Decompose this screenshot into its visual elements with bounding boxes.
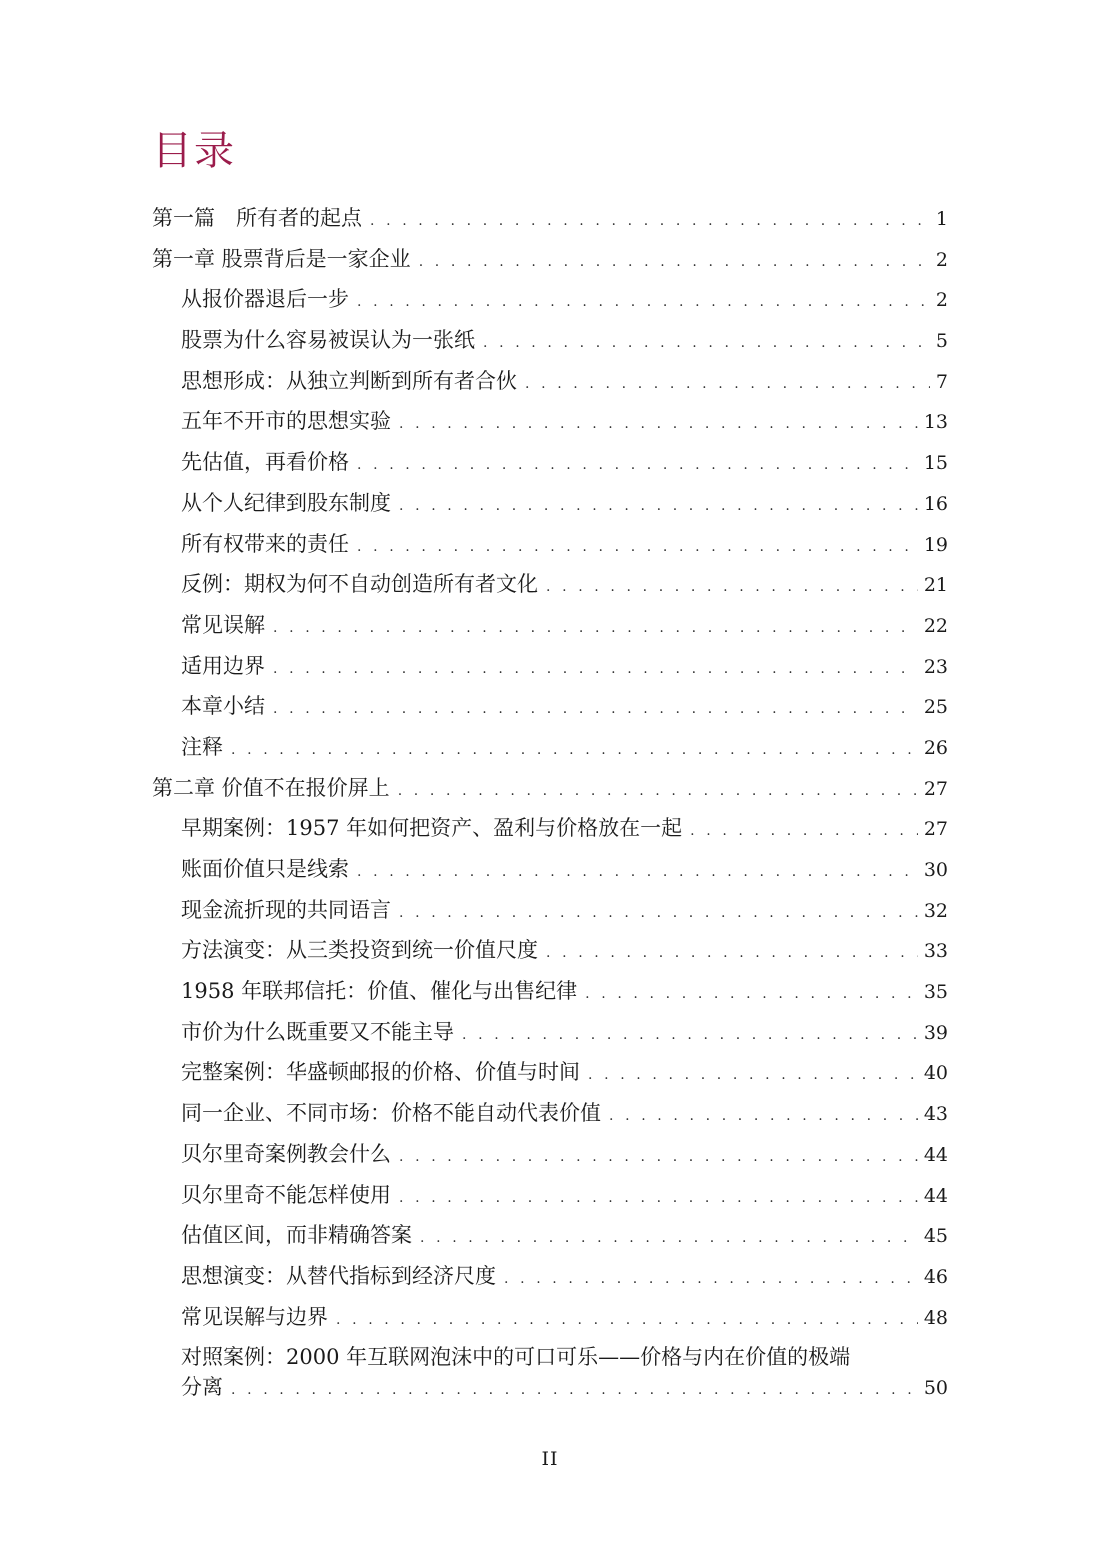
toc-entry-label: 1958 年联邦信托：价值、催化与出售纪律 (181, 979, 578, 1004)
toc-entry-label: 账面价值只是线索 (181, 857, 349, 881)
toc-entry-page: 39 (923, 1021, 948, 1044)
dot-leader (462, 1015, 918, 1056)
dot-leader (398, 771, 918, 812)
toc-entry-label: 常见误解与边界 (181, 1304, 328, 1329)
dot-leader (585, 974, 918, 1015)
toc-entry-page: 7 (935, 370, 948, 393)
dot-leader (273, 689, 918, 730)
toc-entry-page: 19 (923, 533, 948, 556)
toc-entry-label: 完整案例：华盛顿邮报的价格、价值与时间 (181, 1060, 580, 1085)
toc-entry-page: 26 (923, 736, 948, 759)
toc-entry-label: 五年不开市的思想实验 (181, 409, 391, 434)
toc-entry-section[interactable] (152, 727, 948, 768)
toc-entry-page: 32 (923, 899, 948, 922)
toc-entry-page: 48 (923, 1306, 948, 1329)
toc-entry-section[interactable] (152, 1175, 948, 1216)
toc-entry-label: 所有权带来的责任 (181, 531, 349, 556)
toc-entry-section[interactable] (152, 686, 948, 727)
toc-entry-section[interactable] (152, 930, 948, 971)
toc-entry-section[interactable] (152, 1012, 948, 1053)
page-number: II (541, 1448, 559, 1470)
toc-entry-page: 50 (923, 1377, 948, 1400)
toc-entry-page: 45 (923, 1225, 948, 1248)
toc-entry-label-line2: 分离 (181, 1375, 223, 1400)
toc-entry-section[interactable] (152, 401, 948, 442)
toc-entry-section[interactable] (152, 646, 948, 687)
toc-entry-page: 44 (923, 1184, 948, 1207)
dot-leader (231, 730, 918, 771)
toc-entry-page: 27 (923, 777, 948, 800)
dot-leader (399, 893, 918, 934)
dot-leader (609, 1096, 918, 1137)
dot-leader (399, 486, 918, 527)
dot-leader (357, 445, 918, 486)
toc-entry-section[interactable] (152, 1134, 948, 1175)
toc-entry-section[interactable] (152, 1297, 948, 1338)
toc-entry-section[interactable] (152, 361, 948, 402)
toc-entry-label: 同一企业、不同市场：价格不能自动代表价值 (181, 1101, 601, 1126)
toc-entry-page: 40 (923, 1062, 948, 1085)
toc-entry-section[interactable] (152, 1052, 948, 1093)
dot-leader (420, 1218, 918, 1259)
dot-leader (504, 1259, 918, 1300)
toc-entry-page: 46 (923, 1265, 948, 1288)
toc-entry-label: 贝尔里奇案例教会什么 (181, 1141, 391, 1166)
dot-leader (357, 282, 930, 323)
toc-entry-section[interactable] (152, 808, 948, 849)
dot-leader (336, 1300, 918, 1341)
toc-entry-section[interactable] (152, 1215, 948, 1256)
toc-entry-label: 早期案例：1957 年如何把资产、盈利与价格放在一起 (181, 816, 683, 841)
toc-entry-page: 1 (935, 208, 948, 230)
toc-entry-label: 第二章 价值不在报价屏上 (152, 775, 390, 800)
toc-entry-label: 股票为什么容易被误认为一张纸 (181, 328, 475, 353)
toc-entry-chapter-1[interactable] (152, 239, 948, 280)
toc-entry-page: 22 (923, 614, 948, 637)
toc-entry-label: 市价为什么既重要又不能主导 (181, 1019, 454, 1044)
toc-entry-label: 思想形成：从独立判断到所有者合伙 (181, 368, 517, 393)
toc-entry-section[interactable] (152, 1093, 948, 1134)
toc-entry-section[interactable] (152, 849, 948, 890)
toc-title: 目录 (152, 128, 236, 174)
toc-entry-page: 16 (923, 492, 948, 515)
toc-entry-label: 常见误解 (181, 612, 265, 637)
dot-leader (399, 404, 918, 445)
dot-leader (483, 323, 930, 364)
toc-entry-page: 25 (923, 696, 948, 719)
dot-leader (273, 649, 918, 690)
toc-entry-page: 35 (923, 981, 948, 1004)
toc-entry-page: 21 (923, 574, 948, 597)
toc-entry-page: 23 (923, 655, 948, 678)
toc-entry-page: 2 (935, 248, 948, 271)
toc-entry-page: 33 (923, 940, 948, 963)
toc-entry-section[interactable] (152, 320, 948, 361)
toc-entry-section[interactable] (152, 971, 948, 1012)
toc-entry-label: 思想演变：从替代指标到经济尺度 (181, 1263, 496, 1288)
toc-entry-page: 44 (923, 1143, 948, 1166)
toc-entry-page: 13 (923, 411, 948, 434)
toc-entry-section-wrapped[interactable] (152, 1342, 948, 1405)
dot-leader (399, 1178, 918, 1219)
toc-entry-page: 5 (935, 330, 948, 353)
toc-entry-page: 27 (923, 818, 948, 841)
dot-leader (546, 567, 918, 608)
dot-leader (357, 852, 918, 893)
dot-leader (525, 364, 930, 405)
toc-entry-page: 2 (935, 289, 948, 312)
toc-entry-page: 43 (923, 1103, 948, 1126)
toc-entry-label: 贝尔里奇不能怎样使用 (181, 1182, 391, 1207)
dot-leader (231, 1375, 918, 1405)
toc-entry-section[interactable] (152, 442, 948, 483)
dot-leader (357, 527, 918, 568)
dot-leader (588, 1055, 918, 1096)
toc-entry-label: 反例：期权为何不自动创造所有者文化 (181, 572, 538, 597)
toc-entry-section[interactable] (152, 605, 948, 646)
toc-entry-chapter-2[interactable] (152, 768, 948, 809)
toc-entry-section[interactable] (152, 1256, 948, 1297)
dot-leader (399, 1137, 918, 1178)
toc-entry-label: 方法演变：从三类投资到统一价值尺度 (181, 938, 538, 963)
toc-entry-section[interactable] (152, 890, 948, 931)
toc-entry-part-1[interactable] (152, 198, 948, 239)
toc-entry-label: 估值区间，而非精确答案 (181, 1223, 412, 1248)
toc-entry-section[interactable] (152, 279, 948, 320)
dot-leader (419, 242, 930, 283)
toc-entry-label: 适用边界 (181, 653, 265, 678)
dot-leader (546, 933, 918, 974)
toc-entry-label: 注释 (181, 734, 223, 759)
toc-entry-section[interactable] (152, 564, 948, 605)
toc-entry-section[interactable] (152, 524, 948, 565)
toc-entry-page: 15 (923, 452, 948, 475)
dot-leader (690, 811, 918, 852)
dot-leader (273, 608, 918, 649)
toc-entry-page: 30 (923, 859, 948, 881)
toc-entry-label: 现金流折现的共同语言 (181, 897, 391, 922)
toc-entry-label: 本章小结 (181, 694, 265, 719)
toc-entry-label: 第一篇 所有者的起点 (152, 206, 362, 230)
toc-entry-section[interactable] (152, 483, 948, 524)
toc-entry-label: 从报价器退后一步 (181, 287, 349, 312)
toc-entry-label: 从个人纪律到股东制度 (181, 490, 391, 515)
toc-list (152, 198, 948, 1405)
toc-entry-label: 先估值，再看价格 (181, 450, 349, 475)
toc-entry-label: 第一章 股票背后是一家企业 (152, 246, 411, 271)
toc-entry-label-line1: 对照案例：2000 年互联网泡沫中的可口可乐——价格与内在价值的极端 (181, 1345, 851, 1370)
dot-leader (370, 201, 930, 242)
